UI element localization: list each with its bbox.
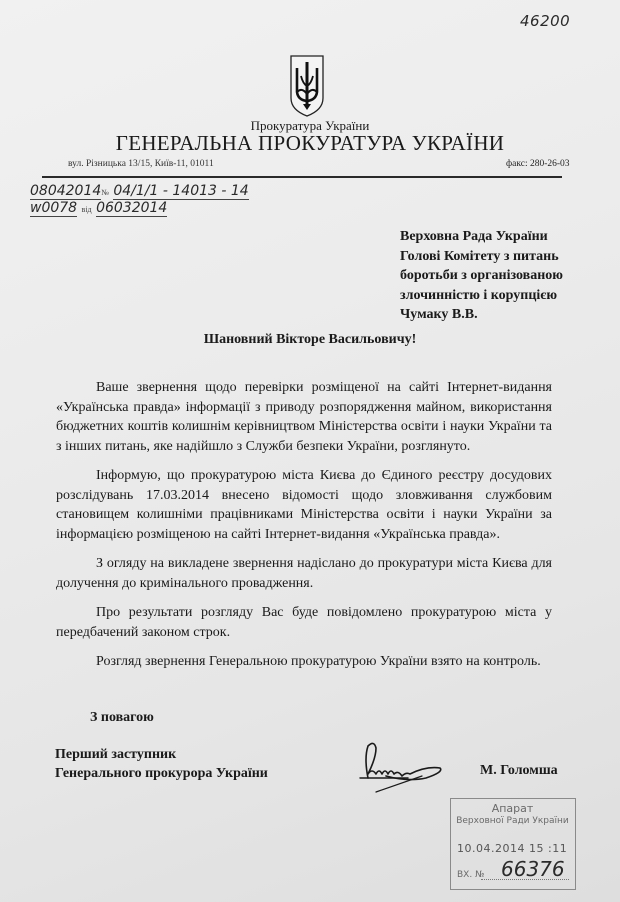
- addressee-line: Чумаку В.В.: [400, 307, 478, 322]
- addressee-block: [400, 227, 563, 325]
- org-fax: факс: 280-26-03: [506, 159, 570, 169]
- body-paragraph: Про результати розгляду Вас буде повідомлено прокуратурою міста у передбачений законом строк.: [56, 605, 552, 640]
- org-address: вул. Різницька 13/15, Київ-11, 01011: [68, 159, 214, 169]
- signer-title-line: Генерального прокурора України: [55, 766, 268, 781]
- stamp-line-1: Апарат: [491, 802, 534, 815]
- addressee-line: Голові Комітету з питань: [400, 248, 559, 264]
- signer-title-line: Перший заступник: [55, 747, 177, 762]
- registration-date-line: [30, 200, 167, 217]
- org-title: ГЕНЕРАЛЬНА ПРОКУРАТУРА УКРАЇНИ: [115, 131, 505, 155]
- stamp-date: 10.04.2014: [457, 842, 525, 855]
- body-paragraph: З огляду на викладене звернення надіслано до прокуратури міста Києва для долучення до кримінального провадження.: [56, 556, 552, 591]
- registration-number-line: [30, 183, 249, 200]
- addressee-line: боротьби з організованою: [400, 268, 564, 283]
- letter-body: [56, 378, 552, 682]
- registration-prefix: 08042014: [30, 183, 102, 199]
- number-sign: №: [101, 188, 109, 197]
- from-label: від: [81, 205, 92, 214]
- body-paragraph: Ваше звернення щодо перевірки розміщеної на сайті Інтернет-видання «Українська правда» інформації з приводу розпорядження майном, використання бюджетних коштів колишнім керівництвом Міністерства освіти і науки України та з інших питань, яке надійшло з Служби безпеки України, розглянуто.: [56, 380, 552, 454]
- signer-name: М. Голомша: [480, 763, 558, 778]
- body-paragraph: Розгляд звернення Генеральною прокуратурою України взято на контроль.: [96, 654, 541, 669]
- registration-date: 06032014: [96, 200, 168, 216]
- signer-title: [55, 745, 268, 783]
- trident-coat-of-arms-icon: [289, 54, 325, 118]
- org-subtitle: Прокуратура України: [250, 118, 370, 133]
- addressee-line: Верховна Рада України: [400, 229, 548, 244]
- letterhead-divider: [42, 176, 562, 178]
- incoming-stamp: [450, 798, 576, 890]
- closing-regards: З повагою: [90, 710, 154, 725]
- stamp-incoming-number: 66376: [501, 857, 565, 881]
- handwritten-corner-number: 46200: [520, 12, 571, 30]
- stamp-line-2: Верховної Ради України: [456, 816, 569, 826]
- addressee-line: злочинністю і корупцією: [400, 287, 558, 303]
- registration-number: 04/1/1 - 14013 - 14: [113, 183, 249, 199]
- stamp-time: 15 :11: [529, 842, 568, 855]
- salutation: Шановний Вікторе Васильовичу!: [203, 332, 417, 347]
- body-paragraph: Інформую, що прокуратурою міста Києва до Єдиного реєстру досудових розслідувань 17.03.2014 внесено відомості щодо зловживання службовим становищем колишніми працівниками Міністерства освіти і науки України за інформацією розміщеною на сайті Інтернет-видання «Українська правда».: [56, 468, 552, 542]
- handwritten-signature: [346, 738, 446, 794]
- registration-suffix: w0078: [30, 200, 78, 216]
- stamp-incoming-label: ВХ. №: [457, 870, 485, 880]
